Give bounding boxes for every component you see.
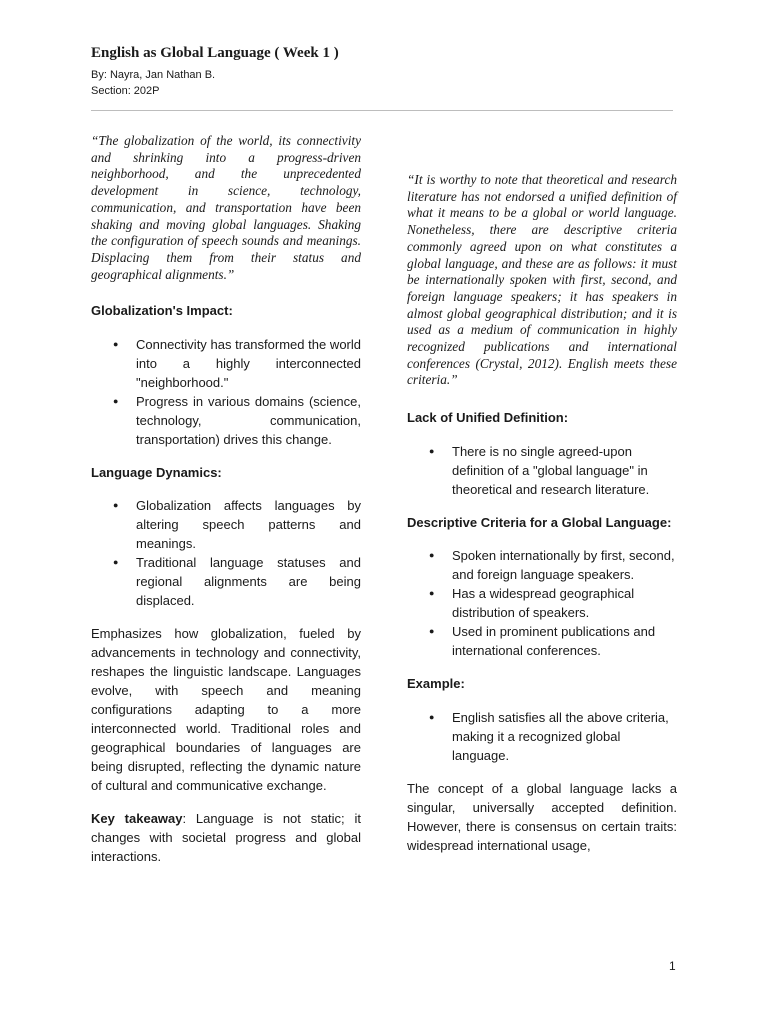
dynamics-list <box>91 496 361 610</box>
example-list <box>407 708 677 765</box>
dynamics-heading: Language Dynamics: <box>91 464 222 480</box>
author-line: By: Nayra, Jan Nathan B. <box>91 69 216 81</box>
globalization-quote: “The globalization of the world, its connectivity and shrinking into a progress-driven neighborhood, and the unprecedented development in science, technology, communication, and transportation have been shaking and moving global languages. Shaking the configuration of speech sounds and meanings. Displacing them from their status and geographical alignments.” <box>91 133 361 282</box>
example-heading: Example: <box>407 676 465 692</box>
impact-list <box>91 335 361 449</box>
list-item: ● There is no single agreed-upon definition of a "global language" in theoretical and research literature. <box>407 442 677 499</box>
list-item: ● Progress in various domains (science, technology, communication, transportation) drives this change. <box>91 392 361 449</box>
key-takeaway <box>91 809 361 866</box>
impact-heading: Globalization's Impact: <box>91 303 233 319</box>
key-takeaway-text: : Language is not static; it changes with societal progress and global interactions. <box>91 811 361 865</box>
list-item: ● Spoken internationally by first, second, and foreign language speakers. <box>407 546 677 584</box>
list-item: ● Connectivity has transformed the world into a highly interconnected "neighborhood." <box>91 335 361 392</box>
criteria-list <box>407 546 677 660</box>
list-item: ● Has a widespread geographical distribution of speakers. <box>407 584 677 622</box>
lack-heading: Lack of Unified Definition: <box>407 410 569 426</box>
list-item: ● Used in prominent publications and international conferences. <box>407 622 677 660</box>
definition-quote: “It is worthy to note that theoretical and research literature has not endorsed a unified definition of what it means to be a global or world language. Nonetheless, there are descriptive criteria commonly agreed upon on what constitutes a global language, and these are as follows: it must be internationally spoken with first, second, and foreign language speakers; it has speakers in almost global geographical distribution; and it is used as a medium of communication in highly recognized publications and international conferences (Crystal, 2012). English meets these criteria.” <box>407 172 677 388</box>
list-item: ● English satisfies all the above criteria, making it a recognized global language. <box>407 708 677 765</box>
summary-paragraph: Emphasizes how globalization, fueled by advancements in technology and connectivity, reshapes the linguistic landscape. Languages evolve, with speech and meaning configurations adapting to a more interconnected world. Traditional roles and geographical boundaries of languages are being disrupted, reflecting the dynamic nature of cultural and communicative exchange. <box>91 626 361 794</box>
list-item: ● Globalization affects languages by altering speech patterns and meanings. <box>91 496 361 553</box>
list-item: ● Traditional language statuses and regional alignments are being displaced. <box>91 553 361 610</box>
document-header <box>91 44 673 99</box>
key-takeaway-label: Key takeaway <box>91 811 183 827</box>
left-column <box>91 133 361 866</box>
concept-paragraph: The concept of a global language lacks a singular, universally accepted definition. However, there is consensus on certain traits: widespread international usage, <box>407 780 677 853</box>
document-title: English as Global Language ( Week 1 ) <box>91 45 339 61</box>
criteria-heading: Descriptive Criteria for a Global Language: <box>407 514 672 530</box>
section-line: Section: 202P <box>91 85 160 97</box>
lack-list <box>407 442 677 499</box>
right-column <box>407 172 677 855</box>
page-number: 1 <box>669 959 676 973</box>
header-divider <box>91 110 673 111</box>
